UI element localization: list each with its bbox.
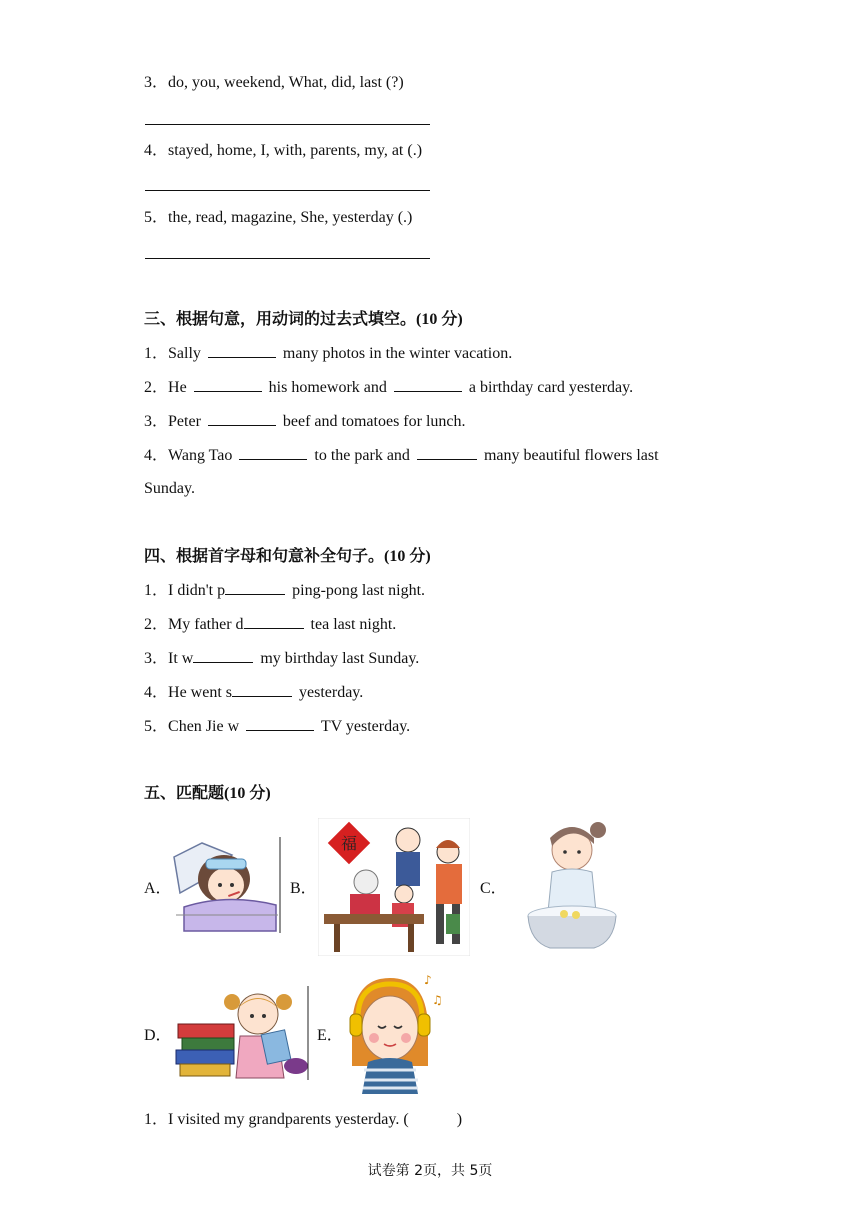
option-b-label: B．	[290, 880, 317, 897]
listening-music-picture	[338, 970, 448, 1094]
section-3-heading: 三、根据句意，用动词的过去式填空。(10 分)	[144, 309, 463, 328]
section-5-heading: 五、匹配题(10 分)	[144, 783, 271, 802]
reorder-question-4: 4．stayed, home, I, with, parents, my, at (.)	[144, 142, 423, 159]
letter-question-5: 5．Chen Jie w TV yesterday.	[144, 718, 411, 735]
blank[interactable]	[193, 648, 253, 663]
blank[interactable]	[239, 445, 307, 460]
fill-question-3: 3．Peter beef and tomatoes for lunch.	[144, 413, 466, 430]
answer-line-5[interactable]	[145, 258, 430, 259]
family-visit-picture	[318, 818, 470, 956]
letter-question-4: 4．He went s yesterday.	[144, 684, 364, 701]
option-e-label: E．	[317, 1027, 343, 1044]
fill-question-4: 4．Wang Tao to the park and many beautiful flowers last	[144, 447, 659, 464]
blank[interactable]	[394, 377, 462, 392]
answer-line-3[interactable]	[145, 124, 430, 125]
blank[interactable]	[232, 682, 292, 697]
washing-clothes-picture	[520, 816, 624, 956]
blank[interactable]	[225, 580, 285, 595]
letter-question-2: 2．My father d tea last night.	[144, 616, 397, 633]
blank[interactable]	[208, 411, 276, 426]
section-4-heading: 四、根据首字母和句意补全句子。(10 分)	[144, 546, 431, 565]
option-c-label: C．	[480, 880, 507, 897]
fu-character: 福	[340, 834, 358, 853]
match-question-1: 1．I visited my grandparents yesterday. ( )	[144, 1111, 463, 1128]
page-footer: 试卷第 2页，共 5页	[367, 1163, 493, 1179]
sick-girl-picture	[172, 835, 282, 935]
blank[interactable]	[208, 343, 276, 358]
reading-girl-picture	[174, 984, 310, 1082]
reorder-question-5: 5．the, read, magazine, She, yesterday (.)	[144, 209, 413, 226]
option-d-label: D．	[144, 1027, 172, 1044]
letter-question-1: 1．I didn't p ping-pong last night.	[144, 582, 426, 599]
fill-question-1: 1．Sally many photos in the winter vacation.	[144, 345, 513, 362]
option-a-label: A．	[144, 880, 172, 897]
svg-text:♫: ♫	[432, 993, 443, 1007]
blank[interactable]	[194, 377, 262, 392]
reorder-question-3: 3．do, you, weekend, What, did, last (?)	[144, 74, 404, 91]
fill-question-2: 2．He his homework and a birthday card yesterday.	[144, 379, 634, 396]
answer-line-4[interactable]	[145, 190, 430, 191]
blank[interactable]	[244, 614, 304, 629]
letter-question-3: 3．It w my birthday last Sunday.	[144, 650, 420, 667]
blank[interactable]	[417, 445, 477, 460]
blank[interactable]	[246, 716, 314, 731]
svg-text:♪: ♪	[424, 973, 432, 987]
fill-question-4-continued: Sunday.	[144, 480, 195, 497]
